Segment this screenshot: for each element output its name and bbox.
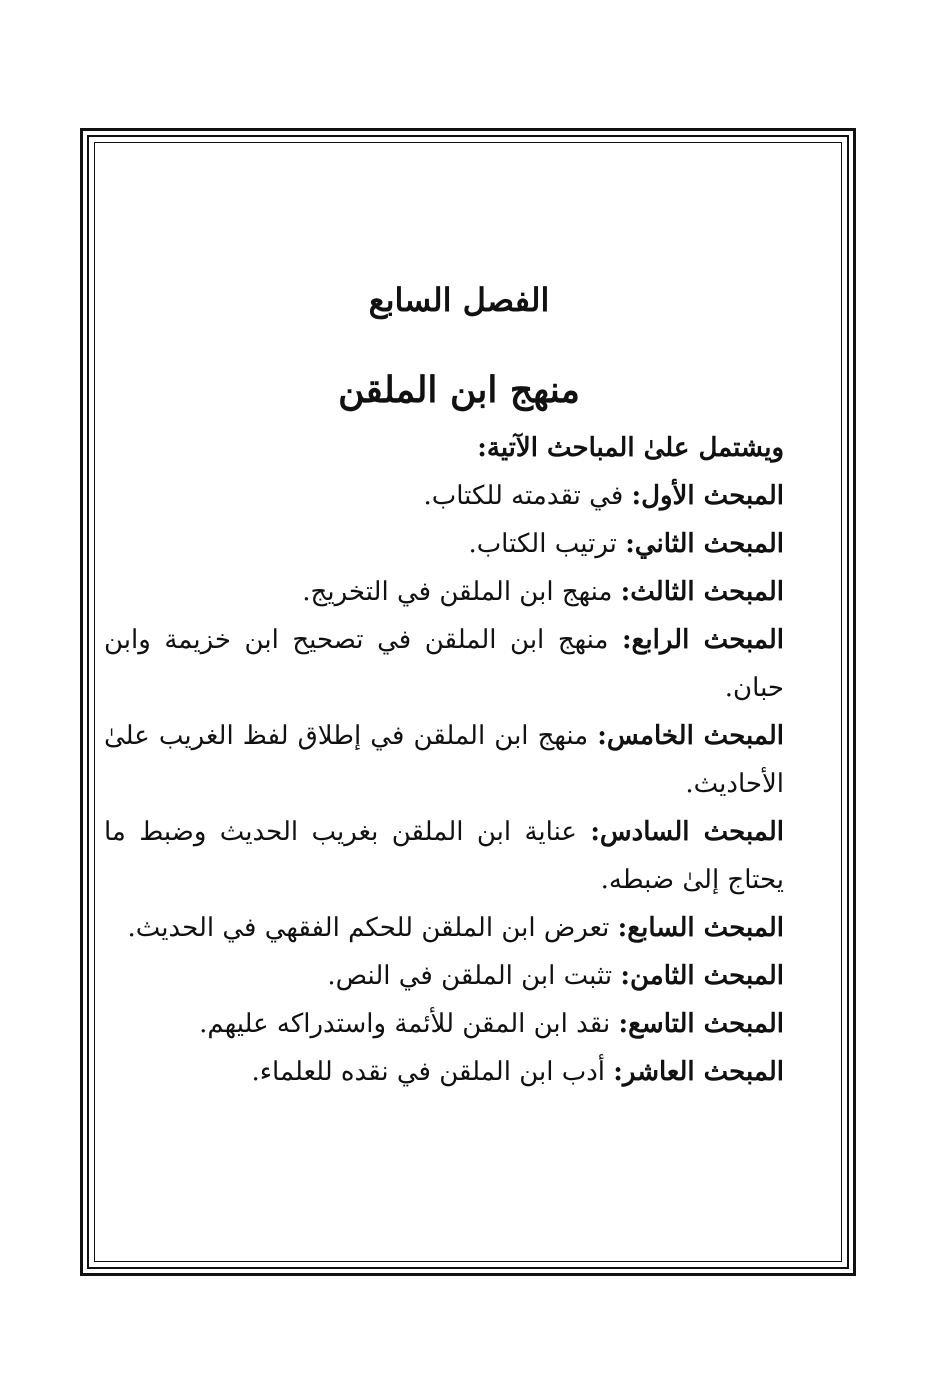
topic-label: المبحث الأول:	[631, 481, 784, 511]
topic-text: عناية ابن الملقن بغريب الحديث وضبط ما يحتاج إلىٰ ضبطه.	[104, 817, 784, 895]
section-title: منهج ابن الملقن	[338, 369, 580, 411]
topic-text: ترتيب الكتاب.	[468, 529, 617, 559]
topic-text: تعرض ابن الملقن للحكم الفقهي في الحديث.	[127, 913, 610, 943]
topic-item	[104, 520, 814, 568]
topic-label: المبحث الخامس:	[597, 721, 784, 751]
topic-text: في تقدمته للكتاب.	[423, 481, 624, 511]
topic-text: نقد ابن المقن للأئمة واستدراكه عليهم.	[199, 1009, 611, 1039]
page-content	[104, 280, 814, 1096]
topic-label: المبحث الثاني:	[625, 529, 784, 559]
topic-item	[104, 952, 814, 1000]
chapter-title: الفصل السابع	[368, 281, 550, 319]
topic-item	[104, 616, 814, 712]
topic-label: المبحث الثالث:	[620, 577, 784, 607]
topic-item	[104, 568, 814, 616]
topic-text: أدب ابن الملقن في نقده للعلماء.	[251, 1057, 605, 1087]
topic-item	[104, 1000, 814, 1048]
intro-text: ويشتمل علىٰ المباحث الآتية:	[477, 433, 784, 463]
topic-text: منهج ابن الملقن في التخريج.	[302, 577, 613, 607]
topic-text: تثبت ابن الملقن في النص.	[327, 961, 613, 991]
topic-label: المبحث السابع:	[617, 913, 784, 943]
topic-text: منهج ابن الملقن في تصحيح ابن خزيمة وابن حبان.	[104, 625, 784, 703]
topic-item	[104, 712, 814, 808]
topic-item	[104, 472, 814, 520]
topic-label: المبحث التاسع:	[618, 1009, 784, 1039]
topic-text: منهج ابن الملقن في إطلاق لفظ الغريب علىٰ الأحاديث.	[104, 721, 784, 799]
topic-label: المبحث الرابع:	[621, 625, 785, 655]
topic-label: المبحث السادس:	[590, 817, 784, 847]
topic-item	[104, 1048, 814, 1096]
topic-item	[104, 904, 814, 952]
topic-label: المبحث العاشر:	[613, 1057, 784, 1087]
topic-item	[104, 808, 814, 904]
topic-label: المبحث الثامن:	[620, 961, 784, 991]
